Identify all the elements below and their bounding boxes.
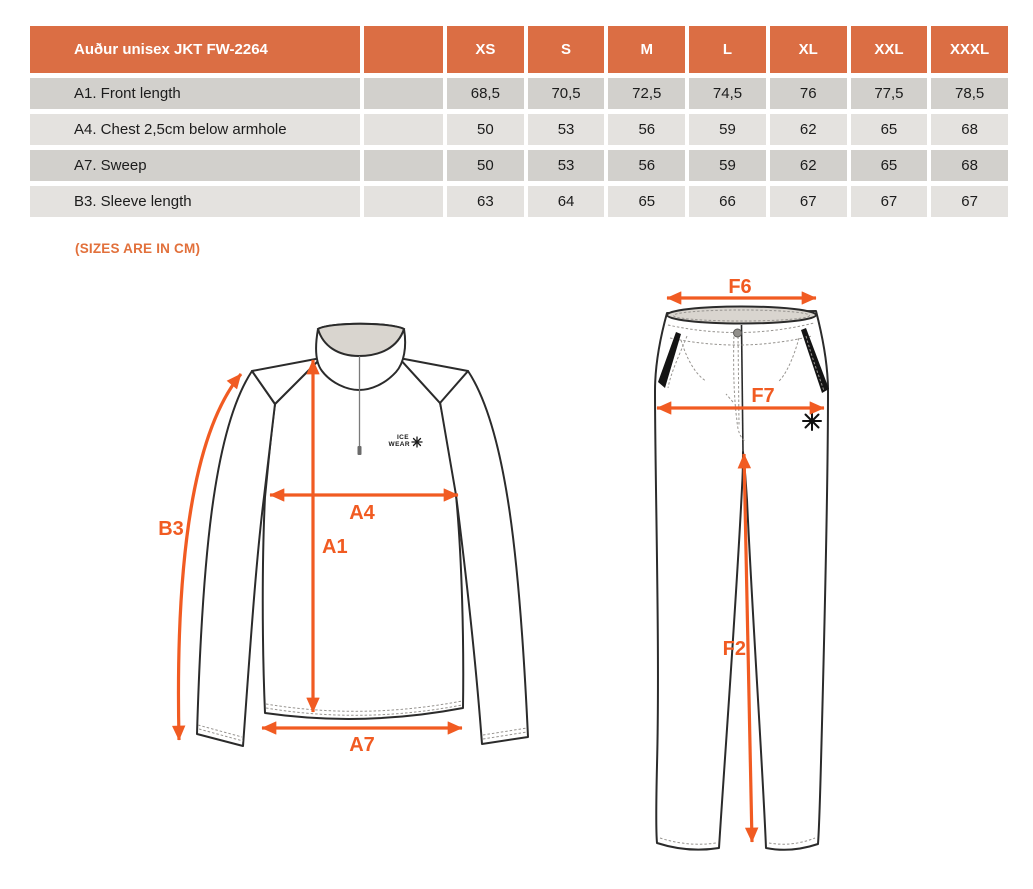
spacer-cell: [364, 78, 443, 109]
size-header-s: S: [528, 26, 605, 73]
size-header-l: L: [689, 26, 766, 73]
measure-label-a4: A4: [349, 502, 375, 524]
size-header-xxxl: XXXL: [931, 26, 1008, 73]
size-value: 76: [770, 78, 847, 109]
measure-label-f6: F6: [728, 278, 752, 298]
waist-button: [734, 329, 742, 337]
brand-logo-text-wear: WEAR: [388, 441, 410, 448]
size-value: 70,5: [528, 78, 605, 109]
size-value: 63: [447, 186, 524, 217]
size-value: 68: [931, 114, 1008, 145]
size-value: 74,5: [689, 78, 766, 109]
size-value: 53: [528, 150, 605, 181]
size-value: 59: [689, 150, 766, 181]
row-label: B3. Sleeve length: [30, 186, 360, 217]
table-title: Auður unisex JKT FW-2264: [30, 26, 360, 73]
snowflake-icon: [803, 412, 821, 430]
size-value: 65: [851, 150, 928, 181]
size-value: 77,5: [851, 78, 928, 109]
size-value: 68,5: [447, 78, 524, 109]
size-table: [30, 26, 1008, 217]
size-value: 50: [447, 114, 524, 145]
size-value: 67: [770, 186, 847, 217]
jacket-torso: [263, 358, 463, 719]
size-value: 50: [447, 150, 524, 181]
size-value: 72,5: [608, 78, 685, 109]
sizes-unit-note: (SIZES ARE IN CM): [75, 241, 201, 256]
size-value: 64: [528, 186, 605, 217]
size-value: 56: [608, 150, 685, 181]
size-value: 78,5: [931, 78, 1008, 109]
size-header-xxl: XXL: [851, 26, 928, 73]
size-header-xl: XL: [770, 26, 847, 73]
size-value: 65: [608, 186, 685, 217]
measure-label-a7: A7: [349, 734, 375, 756]
size-header-xs: XS: [447, 26, 524, 73]
measure-label-f7: F7: [751, 385, 775, 407]
size-value: 68: [931, 150, 1008, 181]
spacer-cell: [364, 186, 443, 217]
zipper-pull: [358, 446, 362, 455]
spacer-header-cell: [364, 26, 443, 73]
row-label: A7. Sweep: [30, 150, 360, 181]
size-header-m: M: [608, 26, 685, 73]
size-value: 56: [608, 114, 685, 145]
row-label: A1. Front length: [30, 78, 360, 109]
spacer-cell: [364, 114, 443, 145]
size-value: 66: [689, 186, 766, 217]
pants-diagram: [630, 278, 930, 878]
brand-logo-text-ice: ICE: [396, 434, 409, 441]
size-value: 62: [770, 150, 847, 181]
size-value: 59: [689, 114, 766, 145]
jacket-diagram: [130, 292, 580, 772]
measure-label-b3: B3: [158, 518, 184, 540]
measure-label-f2: F2: [722, 638, 746, 660]
size-value: 62: [770, 114, 847, 145]
size-value: 53: [528, 114, 605, 145]
measure-label-a1: A1: [322, 536, 348, 558]
size-value: 65: [851, 114, 928, 145]
size-value: 67: [931, 186, 1008, 217]
size-value: 67: [851, 186, 928, 217]
spacer-cell: [364, 150, 443, 181]
snowflake-icon: [412, 437, 422, 447]
row-label: A4. Chest 2,5cm below armhole: [30, 114, 360, 145]
